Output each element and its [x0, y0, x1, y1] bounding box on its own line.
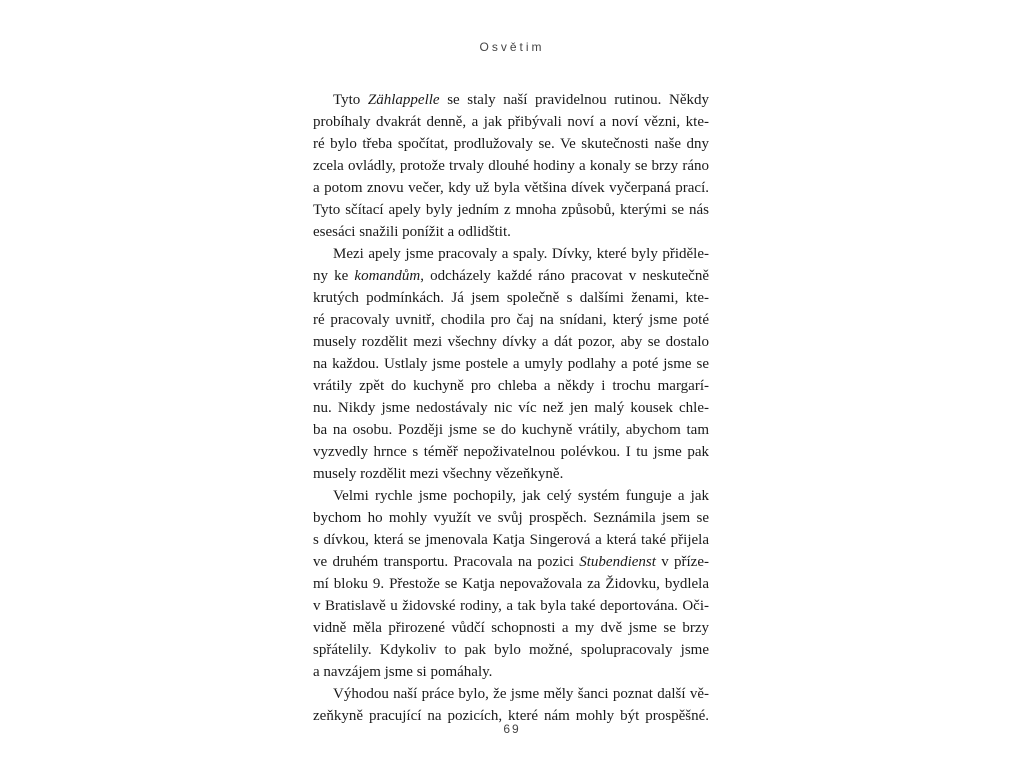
text-line — [313, 221, 709, 243]
text-line — [313, 397, 709, 419]
text-line — [313, 353, 709, 375]
body-text — [313, 89, 709, 727]
text-line — [313, 485, 709, 507]
text-line — [313, 243, 709, 265]
text-run: krutých podmínkách. Já jsem společně s dalšími ženami, kte- — [313, 290, 709, 306]
text-run: ba na osobu. Později jsme se do kuchyně vrátily, abychom tam — [313, 422, 709, 438]
text-line — [313, 133, 709, 155]
text-run: ny ke — [313, 268, 355, 284]
text-run: probíhaly dvakrát denně, a jak přibývali noví a noví vězni, kte- — [313, 114, 709, 130]
text-run: mí bloku 9. Přestože se Katja nepovažovala za Židovku, bydlela — [313, 576, 709, 592]
text-run: v Bratislavě u židovské rodiny, a tak byla také deportována. Oči- — [313, 598, 709, 614]
text-line — [313, 89, 709, 111]
paragraph — [313, 89, 709, 243]
text-line — [313, 199, 709, 221]
text-run: Tyto — [333, 92, 368, 108]
paragraph — [313, 243, 709, 485]
text-run: Mezi apely jsme pracovaly a spaly. Dívky, které byly přiděle- — [333, 246, 709, 262]
text-run: a potom znovu večer, kdy už byla většina dívek vyčerpaná prací. — [313, 180, 709, 196]
text-run: ve druhém transportu. Pracovala na pozici — [313, 554, 580, 570]
text-line — [313, 331, 709, 353]
text-line — [313, 155, 709, 177]
page-number: 69 — [503, 722, 521, 736]
text-run: esesáci snažili ponížit a odlidštit. — [313, 224, 511, 240]
text-run: Výhodou naší práce bylo, že jsme měly šanci poznat další vě- — [333, 686, 709, 702]
text-run: na každou. Ustlaly jsme postele a umyly podlahy a poté jsme se — [313, 356, 709, 372]
text-run: Tyto sčítací apely byly jedním z mnoha způsobů, kterými se nás — [313, 202, 709, 218]
paragraph — [313, 683, 709, 727]
italic-term: Zählappelle — [367, 92, 440, 108]
text-line — [313, 661, 709, 683]
paragraph — [313, 485, 709, 683]
text-line — [313, 419, 709, 441]
text-line — [313, 639, 709, 661]
text-run: Velmi rychle jsme pochopily, jak celý systém funguje a jak — [333, 488, 709, 504]
text-run: vidně měla přirozené vůdčí schopnosti a my dvě jsme se brzy — [313, 620, 709, 636]
text-line — [313, 617, 709, 639]
text-line — [313, 595, 709, 617]
text-run: spřátelily. Kdykoliv to pak bylo možné, spolupracovaly jsme — [313, 642, 709, 658]
text-line — [313, 441, 709, 463]
text-run: , odcházely každé ráno pracovat v neskutečně — [420, 268, 709, 284]
text-line — [313, 177, 709, 199]
text-run: se staly naší pravidelnou rutinou. Někdy — [439, 92, 709, 108]
text-line — [313, 265, 709, 287]
text-run: musely rozdělit mezi všechny dívky a dát pozor, aby se dostalo — [313, 334, 709, 350]
text-run: vrátily zpět do kuchyně pro chleba a někdy i trochu margarí- — [313, 378, 709, 394]
text-run: zcela ovládly, protože trvaly dlouhé hodiny a konaly se brzy ráno — [313, 158, 709, 174]
text-line — [313, 463, 709, 485]
text-line — [313, 375, 709, 397]
text-run: s dívkou, která se jmenovala Katja Singerová a která také přijela — [313, 532, 709, 548]
text-run: nu. Nikdy jsme nedostávaly nic víc než jen malý kousek chle- — [313, 400, 709, 416]
text-run: ré pracovaly uvnitř, chodila pro čaj na snídani, který jsme poté — [313, 312, 709, 328]
running-head: Osvětim — [479, 40, 545, 54]
italic-term: komandům — [354, 268, 421, 284]
text-line — [313, 573, 709, 595]
italic-term: Stubendienst — [579, 554, 656, 570]
text-line — [313, 551, 709, 573]
text-line — [313, 529, 709, 551]
text-line — [313, 309, 709, 331]
text-run: musely rozdělit mezi všechny vězeňkyně. — [313, 466, 564, 482]
text-line — [313, 111, 709, 133]
text-run: v příze- — [655, 554, 709, 570]
text-run: vyzvedly hrnce s téměř nepoživatelnou polévkou. I tu jsme pak — [313, 444, 709, 460]
text-line — [313, 683, 709, 705]
text-run: ré bylo třeba spočítat, prodlužovaly se. Ve skutečnosti naše dny — [313, 136, 709, 152]
text-line — [313, 287, 709, 309]
text-run: bychom ho mohly využít ve svůj prospěch. Seznámila jsem se — [313, 510, 709, 526]
text-run: zeňkyně pracující na pozicích, které nám mohly být prospěšné. — [313, 708, 709, 724]
text-line — [313, 507, 709, 529]
text-run: a navzájem jsme si pomáhaly. — [313, 664, 493, 680]
